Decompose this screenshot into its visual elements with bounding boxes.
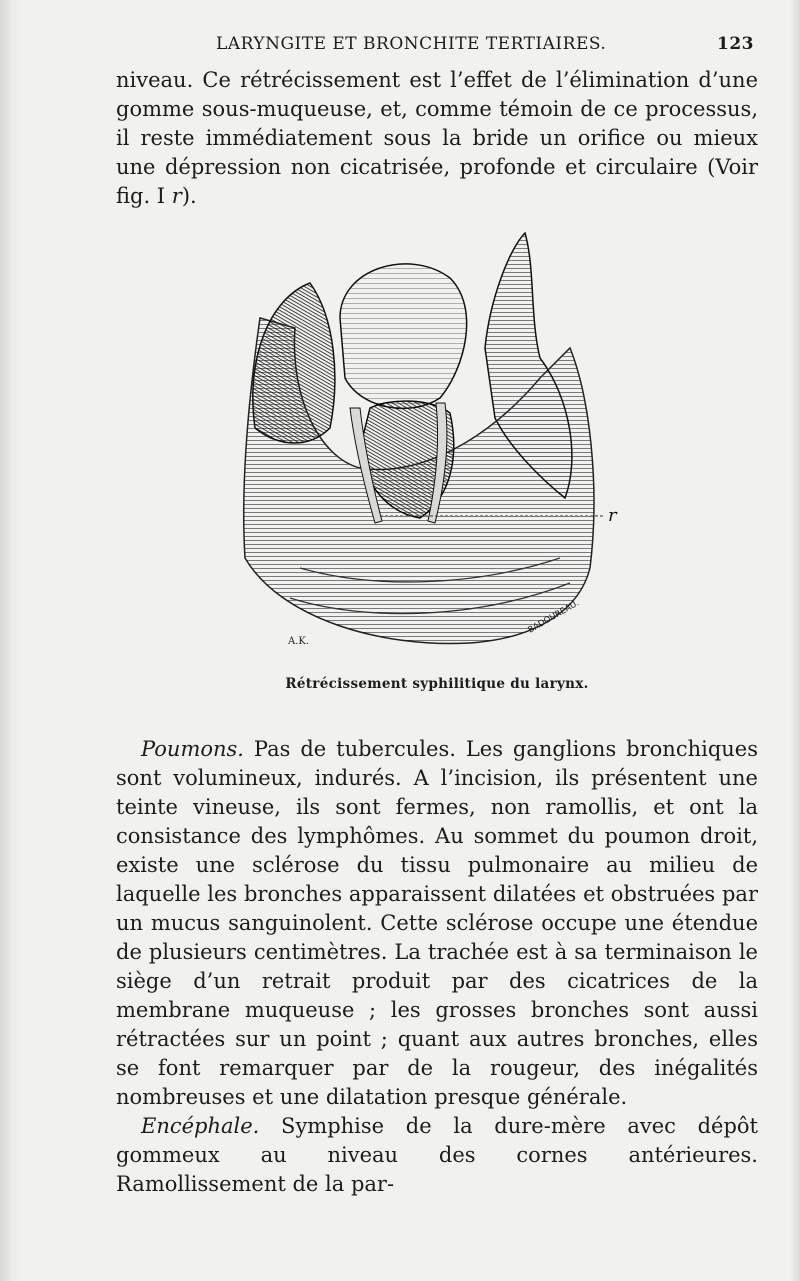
- figure-label-r: r: [608, 505, 617, 526]
- page-edge-shadow: [790, 0, 800, 1281]
- figure-caption: Rétrécissement syphilitique du larynx.: [285, 676, 589, 692]
- brain-text: Symphise de la dure-mère avec dépôt gommeux au niveau des cornes antérieures. Ramollissement de la par-: [116, 1114, 758, 1196]
- brain-heading: Encéphale.: [141, 1114, 260, 1138]
- lungs-heading: Poumons.: [141, 737, 244, 761]
- larynx-illustration: [240, 228, 630, 658]
- engraver-signature: A.K.: [288, 636, 310, 647]
- larynx-engraving: [240, 228, 630, 658]
- artist-signature: BADOUREAU.: [526, 598, 581, 636]
- lungs-paragraph: [116, 735, 758, 1112]
- running-head-title: LARYNGITE ET BRONCHITE TERTIAIRES.: [216, 34, 607, 54]
- brain-paragraph: [116, 1112, 758, 1199]
- page-number: 123: [717, 34, 754, 54]
- top-paragraph-end: ).: [181, 184, 197, 208]
- running-head: [116, 34, 758, 58]
- lungs-text: Pas de tubercules. Les ganglions bronchiques sont volumineux, indurés. A l’incision, ils présentent une teinte vineuse, ils sont fermes, non ramollis, et ont la consistance des lymphômes. Au sommet du poumon droit, existe une sclérose du tissu pulmonaire au milieu de laquelle les bronches apparaissent dilatées et obstruées par un mucus sanguinolent. Cette sclérose occupe une étendue de plusieurs centimètres. La trachée est à sa terminaison le siège d’un retrait produit par des cicatrices de la membrane muqueuse ; les grosses bronches sont aussi rétractées sur un point ; quant aux autres bronches, elles se font remarquer par de la rougeur, des inégalités nombreuses et une dilatation presque générale.: [116, 737, 758, 1109]
- top-paragraph: [116, 66, 758, 211]
- top-paragraph-text: niveau. Ce rétrécissement est l’effet de l’élimination d’une gomme sous-muqueuse, et, comme témoin de ce processus, il reste immédiatement sous la bride un orifice ou mieux une dépression non cicatrisée, profonde et circulaire (Voir fig. I: [116, 68, 758, 208]
- page-binding-shadow: [0, 0, 22, 1281]
- body-text: [116, 735, 758, 1199]
- figure-reference: r: [171, 184, 182, 208]
